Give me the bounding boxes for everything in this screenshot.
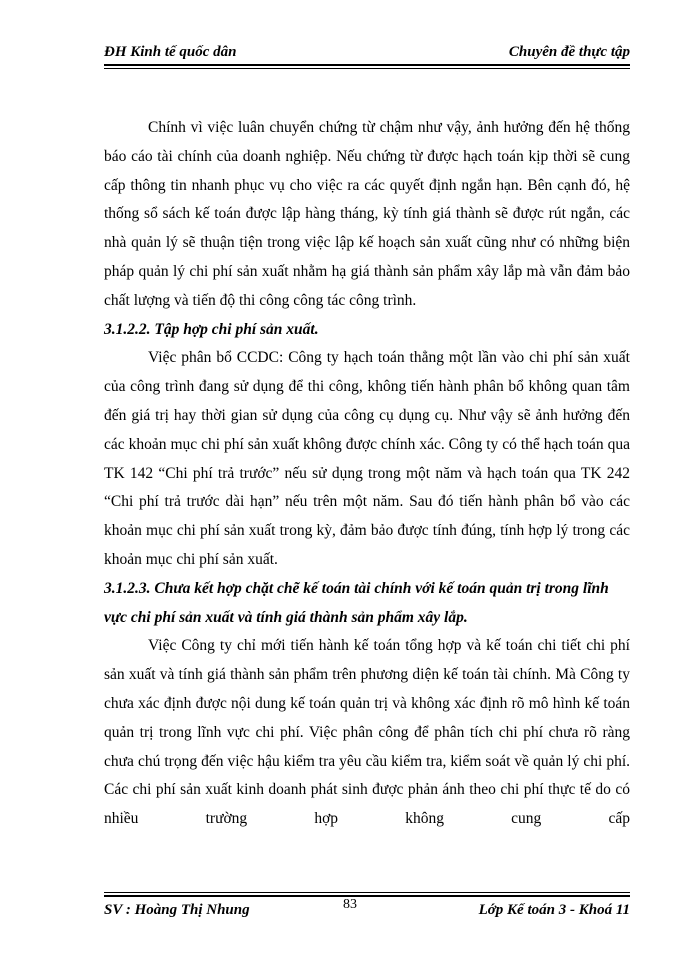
paragraph-3: Việc Công ty chỉ mới tiến hành kế toán tổng hợp và kế toán chi tiết chi phí sản xuất và tính giá thành sản phẩm trên phương diện kế toán tài chính. Mà Công ty chưa xác định được nội dung kế toán quản trị và không xác định rõ mô hình kế toán quản trị trong lĩnh vực chi phí. Việc phân công để phân tích chi phí chưa rõ ràng chưa chú trọng đến việc hậu kiểm tra yêu cầu kiểm tra, kiểm soát về quản lý chi phí. Các chi phí sản xuất kinh doanh phát sinh được phản ánh theo chi phí thực tế do có nhiều trường hợp không cung cấp xyxy=(104,637,630,828)
header-rule-thin xyxy=(104,68,630,69)
footer-class-name: Lớp Kế toán 3 - Khoá 11 xyxy=(478,902,630,918)
paragraph-2: Việc phân bổ CCDC: Công ty hạch toán thẳng một lần vào chi phí sản xuất của công trình đang sử dụng để thi công, không tiến hành phân bổ không quan tâm đến giá trị hay thời gian sử dụng của công cụ dụng cụ. Như vậy sẽ ảnh hưởng đến các khoản mục chi phí sản xuất không được chính xác. Công ty có thể hạch toán qua TK 142 “Chi phí trả trước” nếu sử dụng trong một năm và hạch toán qua TK 242 “Chi phí trả trước dài hạn” nếu trên một năm. Sau đó tiến hành phân bổ vào các khoản mục chi phí sản xuất trong kỳ, đảm bảo được tính đúng, tính hợp lý trong các khoản mục chi phí sản xuất. xyxy=(104,349,630,568)
header-rule-thick xyxy=(104,64,630,66)
section-heading-3-1-2-2: 3.1.2.2. Tập hợp chi phí sản xuất. xyxy=(104,320,319,338)
footer-rule-thin xyxy=(104,892,630,893)
header-right-title: Chuyên đề thực tập xyxy=(508,44,630,60)
document-body xyxy=(104,114,630,834)
paragraph-1: Chính vì việc luân chuyển chứng từ chậm như vậy, ảnh hưởng đến hệ thống báo cáo tài chính của doanh nghiệp. Nếu chứng từ được hạch toán kịp thời sẽ cung cấp thông tin nhanh phục vụ cho việc ra các quyết định ngắn hạn. Bên cạnh đó, hệ thống sổ sách kế toán được lập hàng tháng, kỳ tính giá thành sẽ được rút ngắn, các nhà quản lý sẽ thuận tiện trong việc lập kế hoạch sản xuất cũng như có những biện pháp quản lý chi phí sản xuất nhằm hạ giá thành sản phẩm xây lắp mà vẫn đảm bảo chất lượng và tiến độ thi công công tác công trình. xyxy=(104,119,630,309)
header-left-title: ĐH Kinh tế quốc dân xyxy=(104,44,237,60)
section-heading-3-1-2-3: 3.1.2.3. Chưa kết hợp chặt chẽ kế toán tài chính với kế toán quản trị trong lĩnh vực chi phí sản xuất và tính giá thành sản phẩm xây lắp. xyxy=(104,579,609,626)
page-number: 83 xyxy=(343,897,357,912)
footer-student-name: SV : Hoàng Thị Nhung xyxy=(104,902,250,918)
